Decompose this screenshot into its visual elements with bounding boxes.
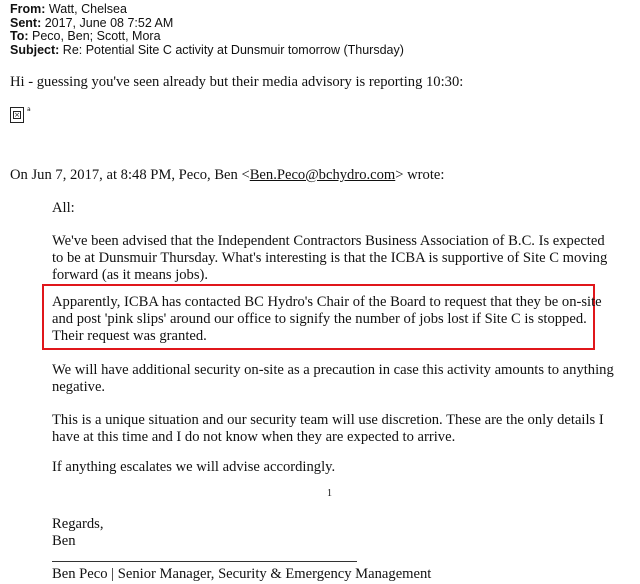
to-row — [10, 30, 404, 44]
para2-line: Apparently, ICBA has contacted BC Hydro's Chair of the Board to request that they be on-site — [52, 294, 602, 310]
sent-row — [10, 17, 404, 31]
para1-line: to be at Dunsmuir Thursday. What's interesting is that the ICBA is supportive of Site C moving — [52, 250, 608, 266]
email-header — [10, 3, 404, 57]
signature-divider — [52, 561, 357, 562]
para5: If anything escalates we will advise accordingly. — [52, 459, 336, 475]
image-placeholder-superscript: a — [27, 106, 31, 113]
signature-line: Ben Peco | Senior Manager, Security & Emergency Management — [52, 566, 432, 582]
image-placeholder-glyph: × — [14, 111, 20, 119]
para3-line: We will have additional security on-site as a precaution in case this activity amounts to anything — [52, 362, 614, 378]
quote-intro-suffix: > wrote: — [395, 167, 445, 183]
sent-value: 2017, June 08 7:52 AM — [44, 15, 174, 30]
quote-intro — [10, 166, 444, 184]
quote-intro-prefix: On Jun 7, 2017, at 8:48 PM, Peco, Ben < — [10, 167, 250, 183]
para4-line: have at this time and I do not know when they are expected to arrive. — [52, 429, 456, 445]
page-number: 1 — [327, 488, 332, 499]
para1-line: forward (as it means jobs). — [52, 267, 209, 283]
para4-line: This is a unique situation and our security team will use discretion. These are the only details I — [52, 412, 604, 428]
to-value: Peco, Ben; Scott, Mora — [32, 29, 161, 44]
from-value: Watt, Chelsea — [48, 2, 127, 16]
para2-line: and post 'pink slips' around our office to signify the number of jobs lost if Site C is stopped. — [52, 311, 587, 327]
sent-label: Sent: — [10, 15, 42, 30]
greeting: All: — [52, 200, 75, 216]
signer-name: Ben — [52, 533, 76, 549]
subject-row — [10, 44, 404, 58]
from-label: From: — [10, 2, 46, 16]
para1-line: We've been advised that the Independent Contractors Business Association of B.C. Is expected — [52, 233, 605, 249]
subject-label: Subject: — [10, 42, 60, 57]
sender-email-link[interactable]: Ben.Peco@bchydro.com — [249, 167, 396, 183]
broken-image-icon — [10, 106, 31, 123]
reply-line: Hi - guessing you've seen already but their media advisory is reporting 10:30: — [10, 74, 464, 90]
para2-line: Their request was granted. — [52, 328, 207, 344]
closing: Regards, — [52, 516, 104, 532]
from-row — [10, 3, 404, 17]
to-label: To: — [10, 29, 29, 44]
para3-line: negative. — [52, 379, 106, 395]
subject-value: Re: Potential Site C activity at Dunsmuir tomorrow (Thursday) — [62, 42, 404, 57]
